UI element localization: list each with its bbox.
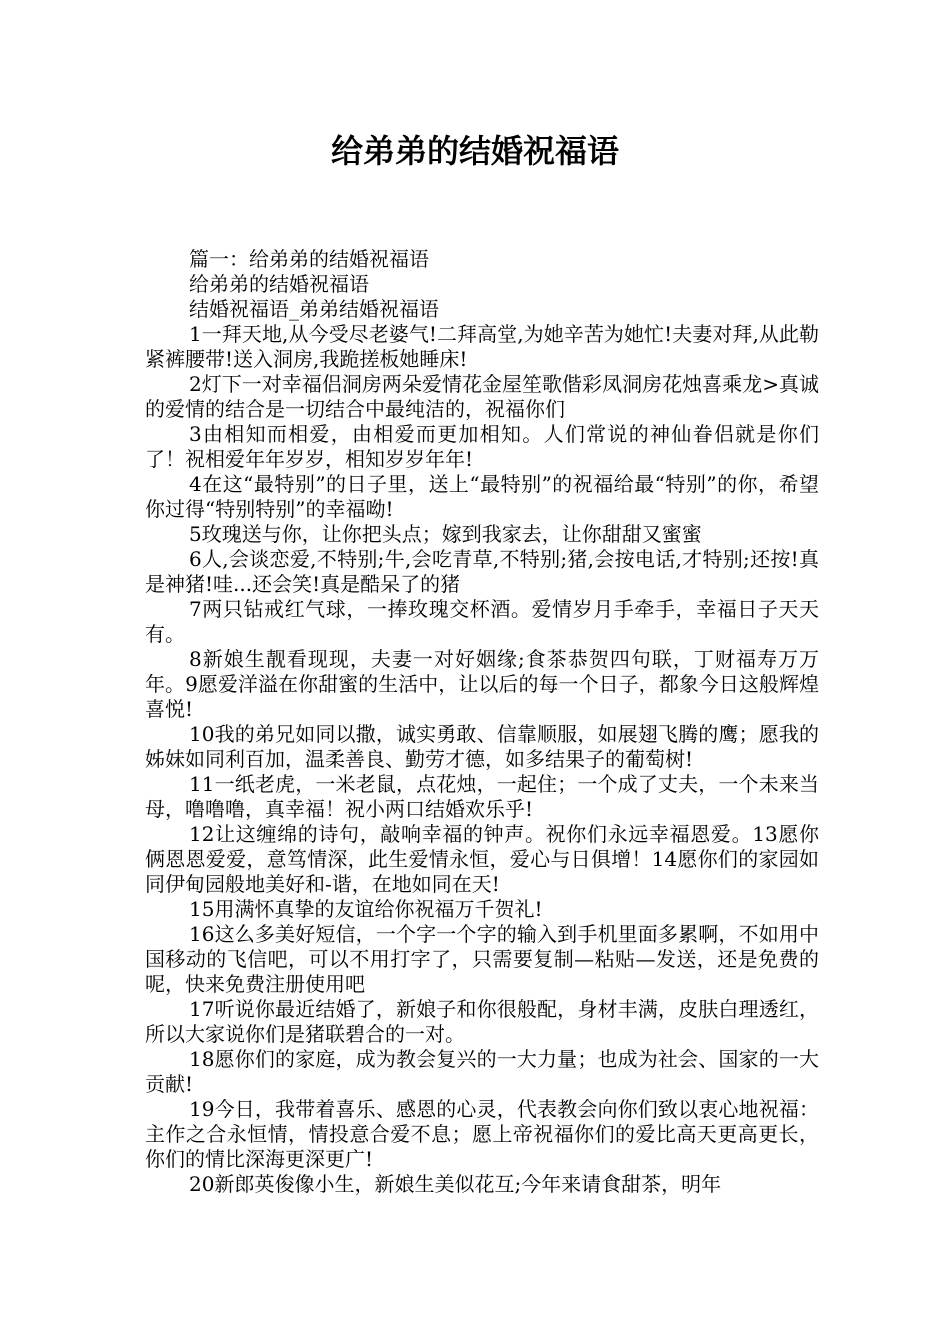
paragraph-item-2: 2灯下一对幸福侣洞房两朵爱情花金屋笙歌偕彩凤洞房花烛喜乘龙>真诚的爱情的结合是一切结合中最纯洁的，祝福你们 <box>145 372 819 421</box>
paragraph-item-1: 1一拜天地,从今受尽老婆气!二拜高堂,为她辛苦为她忙!夫妻对拜,从此勒紧裤腰带!送入洞房,我跪搓板她睡床! <box>145 322 819 371</box>
paragraph-item-15: 15用满怀真挚的友谊给你祝福万千贺礼! <box>189 897 543 921</box>
paragraph-item-10: 10我的弟兄如同以撒，诚实勇敢、信靠顺服，如展翅飞腾的鹰；愿我的姊妹如同利百加，温柔善良、勤劳才德，如多结果子的葡萄树! <box>145 722 819 771</box>
paragraph-item-18: 18愿你们的家庭，成为教会复兴的一大力量；也成为社会、国家的一大贡献! <box>145 1047 819 1096</box>
document-body <box>145 247 819 1197</box>
paragraph-item-11: 11一纸老虎，一米老鼠，点花烛，一起住；一个成了丈夫，一个未来当母，噜噜噜，真幸福！祝小两口结婚欢乐乎! <box>145 772 819 821</box>
paragraph-item-17: 17听说你最近结婚了，新娘子和你很般配，身材丰满，皮肤白理透红，所以大家说你们是猪联碧合的一对。 <box>145 997 819 1046</box>
paragraph-item-8: 8新娘生靓看现现，夫妻一对好姻缘;食茶恭贺四句联，丁财福寿万万年。9愿爱洋溢在你甜蜜的生活中，让以后的每一个日子，都象今日这般辉煌喜悦! <box>145 647 819 721</box>
paragraph-item-4: 4在这“最特别”的日子里，送上“最特别”的祝福给最“特别”的你，希望你过得“特别特别”的幸福呦! <box>145 472 819 521</box>
document-title: 给弟弟的结婚祝福语 <box>330 132 619 170</box>
paragraph-heading: 篇一：给弟弟的结婚祝福语 <box>189 247 429 271</box>
paragraph-item-7: 7两只钻戒红气球，一捧玫瑰交杯酒。爱情岁月手牵手，幸福日子天天有。 <box>145 597 819 646</box>
paragraph-item-16: 16这么多美好短信，一个字一个字的输入到手机里面多累啊，不如用中国移动的飞信吧，可以不用打字了，只需要复制—粘贴—发送，还是免费的呢，快来免费注册使用吧 <box>145 922 819 996</box>
paragraph-item-3: 3由相知而相爱，由相爱而更加相知。人们常说的神仙眷侣就是你们了！祝相爱年年岁岁，相知岁岁年年! <box>145 422 819 471</box>
paragraph-item-12: 12让这缠绵的诗句，敲响幸福的钟声。祝你们永远幸福恩爱。13愿你俩恩恩爱爱，意笃情深，此生爱情永恒，爱心与日俱增！14愿你们的家园如同伊甸园般地美好和-谐，在地如同在天! <box>145 822 819 896</box>
paragraph-subtitle-2: 结婚祝福语_弟弟结婚祝福语 <box>189 297 439 321</box>
paragraph-item-6: 6人,会谈恋爱,不特别;牛,会吃青草,不特别;猪,会按电话,才特别;还按!真是神猪!哇...还会笑!真是酷呆了的猪 <box>145 547 819 596</box>
paragraph-item-20: 20新郎英俊像小生，新娘生美似花互;今年来请食甜茶，明年 <box>189 1172 722 1196</box>
paragraph-subtitle: 给弟弟的结婚祝福语 <box>189 272 369 296</box>
paragraph-item-5: 5玫瑰送与你，让你把头点；嫁到我家去，让你甜甜又蜜蜜 <box>189 522 702 546</box>
paragraph-item-19: 19今日，我带着喜乐、感恩的心灵，代表教会向你们致以衷心地祝福：主作之合永恒情，情投意合爱不息；愿上帝祝福你们的爱比高天更高更长，你们的情比深海更深更广! <box>145 1097 819 1171</box>
